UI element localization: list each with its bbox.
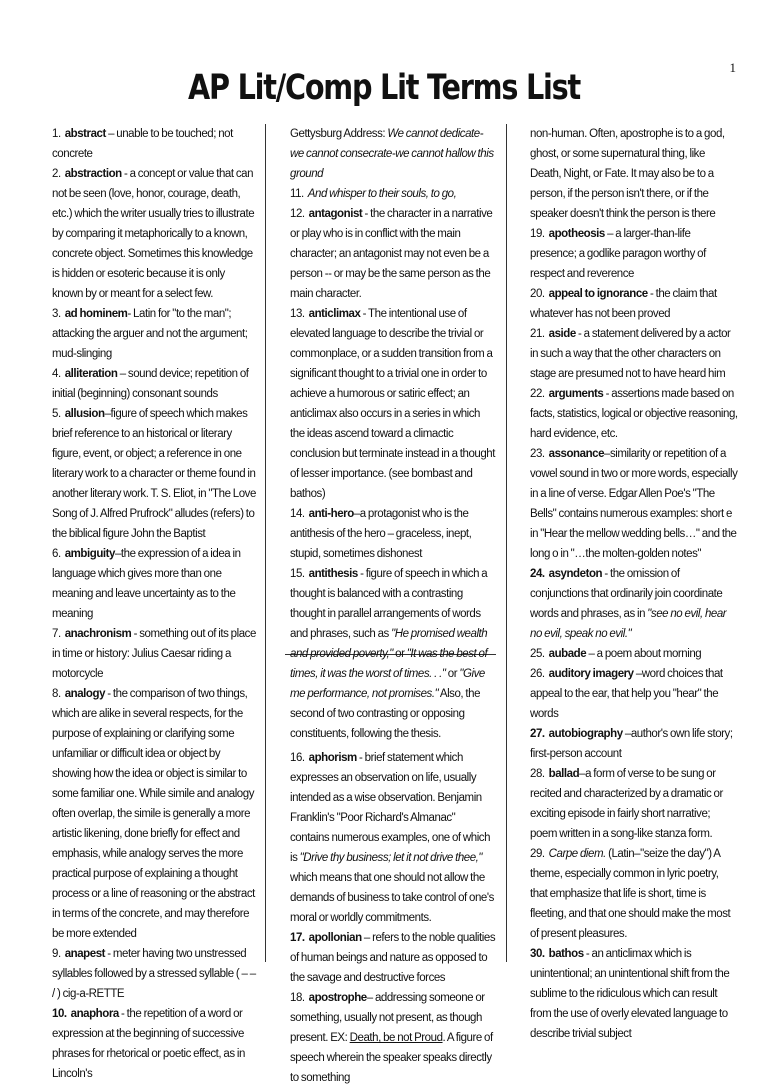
terms-column-3 [530, 124, 738, 1044]
term-definition-text: Gettysburg Address: [290, 128, 388, 140]
term-name: bathos [548, 948, 584, 960]
term-name: aubade [548, 648, 587, 660]
term-number: 18. [290, 992, 305, 1004]
term-name: ballad [548, 768, 580, 780]
terms-column-1 [52, 124, 257, 1084]
term-name: aside [548, 328, 576, 340]
term-entry [530, 124, 738, 224]
term-name: analogy [64, 688, 106, 700]
term-entry [530, 444, 738, 564]
term-definition-text: "He promised wealth and provided poverty," [290, 628, 488, 660]
term-name: ambiguity [64, 548, 115, 560]
term-definition-text: We cannot dedicate-we cannot consecrate-we cannot hallow this ground [290, 128, 494, 180]
term-entry [290, 748, 496, 928]
term-number: 1. [52, 128, 61, 140]
term-definition-text: – addressing someone or something, usually not present, as though present. EX: [290, 992, 485, 1044]
term-entry [530, 324, 738, 384]
term-entry [52, 624, 257, 684]
term-number: 7. [52, 628, 61, 640]
term-definition-text: – refers to the noble qualities of human beings and nature as opposed to the savage and destructive forces [290, 932, 496, 984]
term-entry [530, 224, 738, 284]
term-definition-text: - the repetition of a word or expression at the beginning of successive phrases for rhetorical or poetic effect, as in Lincoln's [52, 1008, 245, 1080]
term-name: anapest [64, 948, 106, 960]
term-definition-text: - the claim that whatever has not been proved [530, 288, 717, 320]
term-name: antithesis [308, 568, 358, 580]
term-definition-text: - something out of its place in time or history: Julius Caesar riding a motorcycle [52, 628, 256, 680]
term-entry [530, 384, 738, 444]
term-definition-text: - assertions made based on facts, statistics, logical or objective reasoning, hard evidence, etc. [530, 388, 738, 440]
term-definition-text: "Give me performance, not promises." [290, 668, 485, 700]
term-number: 19. [530, 228, 545, 240]
term-number: 13. [290, 308, 305, 320]
term-name: anti-hero [308, 508, 354, 520]
term-number: 11. [290, 188, 304, 200]
term-name: aphorism [308, 752, 357, 764]
term-entry [52, 1004, 257, 1084]
term-number: 14. [290, 508, 305, 520]
term-definition-text: - Latin for "to the man"; attacking the arguer and not the argument; mud-slinging [52, 308, 248, 360]
term-entry [530, 944, 738, 1044]
term-entry [290, 184, 496, 204]
term-definition-text: which means that one should not allow the demands of business to take control of one's moral or worldly commitments. [290, 872, 494, 924]
term-definition-text: - brief statement which expresses an observation on life, usually intended as a wise observation. Benjamin Franklin's "Poor Richard's Almanac" contains numerous examples, one of which is [290, 752, 491, 864]
term-name: allusion [64, 408, 105, 420]
term-definition-text: –a protagonist who is the antithesis of the hero – graceless, inept, stupid, sometimes dishonest [290, 508, 472, 560]
term-definition-text: –figure of speech which makes brief reference to an historical or literary figure, event, or object; a reference in one literary work to a character or theme found in another literary work. T. S. Eliot, in "The Love Song of J. Alfred Prufrock" alludes (refers) to the biblical figure John the Baptist [52, 408, 256, 540]
term-definition-text: "see no evil, hear no evil, speak no evil." [530, 608, 727, 640]
page-title: AP Lit/Comp Lit Terms List [188, 68, 580, 108]
term-definition-text: - the comparison of two things, which are alike in several respects, for the purpose of explaining or clarifying some unfamiliar or difficult idea or object by showing how the idea or object is similar to some familiar one. While simile and analogy often overlap, the simile is generally a more artistic likening, done briefly for effect and emphasis, while analogy serves the more practical purpose of explaining a thought process or a line of reasoning or the abstract in terms of the concrete, and may therefore be more extended [52, 688, 255, 940]
term-name: apollonian [308, 932, 362, 944]
term-entry [52, 304, 257, 364]
term-name: abstract [64, 128, 106, 140]
term-definition-text: –the expression of a idea in language which gives more than one meaning and leave uncertainty as to the meaning [52, 548, 241, 620]
term-definition-text: . A figure of speech wherein the speaker speaks directly to something [290, 1032, 493, 1084]
term-number: 16. [290, 752, 305, 764]
term-entry [530, 564, 738, 644]
term-definition-text: - meter having two unstressed syllables followed by a stressed syllable ( – – / ) cig-a-RETTE [52, 948, 256, 1000]
term-name: appeal to ignorance [548, 288, 648, 300]
term-definition-text: - a statement delivered by a actor in such a way that the other characters on stage are presumed not to have heard him [530, 328, 731, 380]
term-number: 2. [52, 168, 61, 180]
term-entry [530, 284, 738, 324]
term-definition-text: – sound device; repetition of initial (beginning) consonant sounds [52, 368, 249, 400]
term-definition-text: – a poem about morning [586, 648, 702, 660]
term-definition-text: Death, be not Proud [349, 1032, 443, 1044]
term-definition-text: And whisper to their souls, to go, [307, 188, 457, 200]
term-definition-text: –similarity or repetition of a vowel sound in two or more words, especially in a line of verse. Edgar Allen Poe's "The Bells" contains numerous examples: short e in "Hear the mellow wedding bells…" and the long o in "…the molten-golden notes" [530, 448, 738, 560]
term-number: 23. [530, 448, 545, 460]
term-name: antagonist [308, 208, 363, 220]
term-definition-text: - the omission of conjunctions that ordinarily join coordinate words and phrases, as in [530, 568, 723, 620]
term-number: 5. [52, 408, 61, 420]
term-number: 24. [530, 568, 545, 580]
term-entry [530, 664, 738, 724]
term-entry [52, 944, 257, 1004]
term-definition-text: or [445, 668, 460, 680]
term-definition-text: –author's own life story; first-person account [530, 728, 733, 760]
term-definition-text: –word choices that appeal to the ear, that help you "hear" the words [530, 668, 723, 720]
term-entry [290, 304, 496, 504]
term-definition-text: –a form of verse to be sung or recited and characterized by a dramatic or exciting episode in fairly short narrative; poem written in a song-like stanza form. [530, 768, 723, 840]
term-entry [290, 928, 496, 988]
term-number: 4. [52, 368, 61, 380]
term-number: 27. [530, 728, 545, 740]
term-name: anaphora [70, 1008, 119, 1020]
terms-column-2 [290, 124, 496, 1088]
term-name: assonance [548, 448, 605, 460]
term-entry [52, 404, 257, 544]
term-name: autobiography [548, 728, 623, 740]
term-number: 28. [530, 768, 545, 780]
term-definition-text: "It was the best of times, it was the worst of times. . ." [290, 648, 488, 680]
term-name: apostrophe [308, 992, 367, 1004]
term-entry [290, 564, 496, 744]
term-definition-text: - figure of speech in which a thought is balanced with a contrasting thought in parallel arrangements of words and phrases, such as [290, 568, 488, 640]
term-entry [530, 764, 738, 844]
term-name: arguments [548, 388, 604, 400]
term-definition-text: (Latin–"seize the day") A theme, especially common in lyric poetry, that emphasize that life is short, time is fleeting, and that one should make the most of present pleasures. [530, 848, 731, 940]
term-definition-text: or [392, 648, 407, 660]
term-number: 26. [530, 668, 545, 680]
term-definition-text: – a larger-than-life presence; a godlike paragon worthy of respect and reverence [530, 228, 706, 280]
term-entry [530, 644, 738, 664]
term-name: ad hominem [64, 308, 128, 320]
term-entry [52, 164, 257, 304]
term-definition-text: - The intentional use of elevated language to describe the trivial or commonplace, or a sudden transition from a significant thought to a trivial one in order to achieve a humorous or satiric effect; an anticlimax also occurs in a series in which the ideas ascend toward a climactic conclusion but terminate instead in a thought of lesser importance. (see bombast and bathos) [290, 308, 495, 500]
column-divider [506, 124, 507, 962]
term-number: 15. [290, 568, 305, 580]
term-name: alliteration [64, 368, 118, 380]
term-number: 3. [52, 308, 61, 320]
term-entry [52, 684, 257, 944]
term-name: auditory imagery [548, 668, 634, 680]
term-entry [530, 844, 738, 944]
term-name: asyndeton [548, 568, 603, 580]
term-definition-text: non-human. Often, apostrophe is to a god, ghost, or some supernatural thing, like Death, Night, or Fate. It may also be to a person, if the person isn't there, or if the speaker doesn't think the person is there [530, 128, 725, 220]
term-name: anachronism [64, 628, 132, 640]
term-number: 10. [52, 1008, 67, 1020]
term-entry [52, 364, 257, 404]
term-definition-text: "Drive thy business; let it not drive thee," [299, 852, 483, 864]
term-entry [290, 988, 496, 1088]
term-definition-text: - the character in a narrative or play who is in conflict with the main character; an antagonist may not even be a person -- or may be the same person as the main character. [290, 208, 493, 300]
term-number: 9. [52, 948, 61, 960]
term-definition-text: - a concept or value that can not be seen (love, honor, courage, death, etc.) which the writer usually tries to illustrate by comparing it metaphorically to a known, concrete object. Sometimes this knowledge is hidden or esoteric because it is only known by or meant for a select few. [52, 168, 255, 300]
term-number: 12. [290, 208, 305, 220]
term-name: abstraction [64, 168, 122, 180]
term-number: 25. [530, 648, 545, 660]
term-number: 8. [52, 688, 61, 700]
term-number: 17. [290, 932, 305, 944]
term-entry [290, 124, 496, 184]
term-entry [290, 504, 496, 564]
term-entry [530, 724, 738, 764]
term-number: 6. [52, 548, 61, 560]
term-entry [52, 544, 257, 624]
term-name: apotheosis [548, 228, 605, 240]
term-definition-text: – unable to be touched; not concrete [52, 128, 233, 160]
term-definition-text: - an anticlimax which is unintentional; an unintentional shift from the sublime to the ridiculous which can result from the use of overly elevated language to describe trivial subject [530, 948, 730, 1040]
term-number: 20. [530, 288, 545, 300]
term-name: anticlimax [308, 308, 361, 320]
term-definition-text: Carpe diem. [548, 848, 606, 860]
term-number: 22. [530, 388, 545, 400]
term-entry [290, 204, 496, 304]
page-number: 1 [729, 60, 736, 75]
term-entry [52, 124, 257, 164]
term-definition-text: Also, the second of two contrasting or opposing constituents, following the thesis. [290, 688, 481, 740]
term-number: 29. [530, 848, 545, 860]
column-divider [265, 124, 266, 962]
term-number: 30. [530, 948, 545, 960]
term-number: 21. [530, 328, 545, 340]
